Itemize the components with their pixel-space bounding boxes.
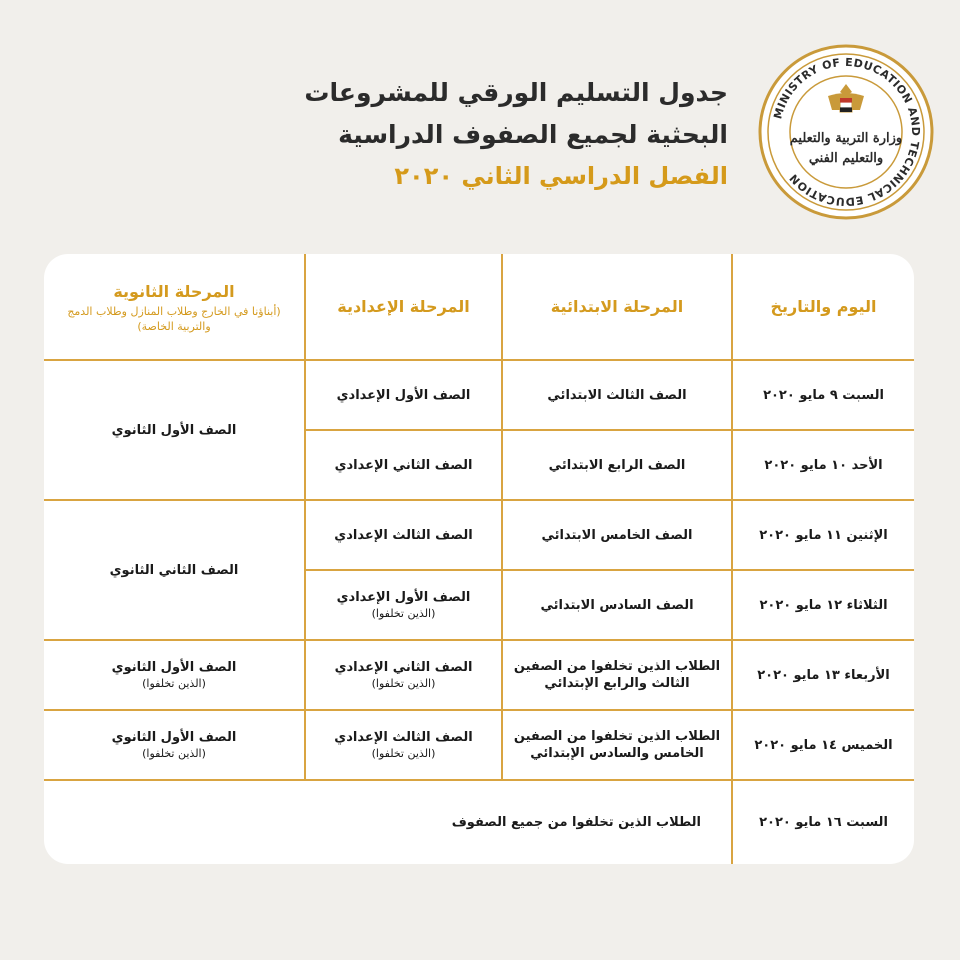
header-date: اليوم والتاريخ xyxy=(732,254,914,360)
secondary-cell xyxy=(44,640,305,710)
prep-cell-main: الصف الثالث الإعدادي xyxy=(334,730,473,745)
table-row xyxy=(44,500,914,570)
table-row xyxy=(44,640,914,710)
header-secondary-note: (أبناؤنا في الخارج وطلاب المنازل وطلاب الدمج والتربية الخاصة) xyxy=(67,304,281,333)
header-primary: المرحلة الابتدائية xyxy=(502,254,732,360)
secondary-cell-main: الصف الأول الثانوي xyxy=(111,660,237,675)
secondary-cell xyxy=(44,710,305,780)
prep-cell-note: (الذين تخلفوا) xyxy=(371,677,436,690)
seal-inner-text-2: والتعليم الفني xyxy=(808,151,884,166)
secondary-cell-note: (الذين تخلفوا) xyxy=(142,747,206,760)
header-preparatory: المرحلة الإعدادية xyxy=(305,254,502,360)
prep-cell-main: الصف الثاني الإعدادي xyxy=(334,660,473,675)
secondary-cell-main: الصف الأول الثانوي xyxy=(111,730,237,745)
prep-cell-main: الصف الأول الإعدادي xyxy=(336,590,471,605)
primary-cell: الصف الخامس الابتدائي xyxy=(502,500,732,570)
primary-cell: الصف الثالث الابتدائي xyxy=(502,360,732,430)
date-cell: الإثنين ١١ مايو ٢٠٢٠ xyxy=(732,500,914,570)
date-cell: السبت ٩ مايو ٢٠٢٠ xyxy=(732,360,914,430)
secondary-cell-note: (الذين تخلفوا) xyxy=(142,677,206,690)
prep-cell: الصف الثاني الإعدادي xyxy=(305,430,502,500)
table-row xyxy=(44,710,914,780)
date-cell: الأحد ١٠ مايو ٢٠٢٠ xyxy=(732,430,914,500)
page-title-line-1: جدول التسليم الورقي للمشروعات xyxy=(304,78,728,107)
primary-cell: الطلاب الذين تخلفوا من الصفين الخامس والسادس الإبتدائي xyxy=(502,710,732,780)
table-header-row xyxy=(44,254,914,360)
primary-cell: الصف الرابع الابتدائي xyxy=(502,430,732,500)
prep-cell xyxy=(305,640,502,710)
date-cell: الثلاثاء ١٢ مايو ٢٠٢٠ xyxy=(732,570,914,640)
prep-cell xyxy=(305,710,502,780)
primary-cell: الصف السادس الابتدائي xyxy=(502,570,732,640)
primary-cell: الطلاب الذين تخلفوا من الصفين الثالث والرابع الإبتدائي xyxy=(502,640,732,710)
table-row xyxy=(44,360,914,430)
prep-cell-note: (الذين تخلفوا) xyxy=(371,607,436,620)
prep-cell-note: (الذين تخلفوا) xyxy=(371,747,436,760)
schedule-table-card xyxy=(44,254,914,864)
seal-inner-text-1: وزارة التربية والتعليم xyxy=(789,131,903,146)
page-subtitle: الفصل الدراسي الثاني ٢٠٢٠ xyxy=(394,162,728,190)
seal-ring-text: MINISTRY OF EDUCATION AND TECHNICAL EDUCATION xyxy=(771,55,923,209)
page-header xyxy=(248,72,728,196)
schedule-table xyxy=(44,254,914,864)
header-secondary xyxy=(44,254,305,360)
ministry-seal-logo xyxy=(758,44,934,220)
date-cell: الخميس ١٤ مايو ٢٠٢٠ xyxy=(732,710,914,780)
secondary-cell-merged: الصف الثاني الثانوي xyxy=(44,500,305,640)
prep-cell: الصف الثالث الإعدادي xyxy=(305,500,502,570)
prep-cell: الصف الأول الإعدادي xyxy=(305,360,502,430)
all-stages-cell: الطلاب الذين تخلفوا من جميع الصفوف xyxy=(44,780,732,864)
page-title-line-2: البحثية لجميع الصفوف الدراسية xyxy=(338,120,728,149)
table-row xyxy=(44,780,914,864)
date-cell: السبت ١٦ مايو ٢٠٢٠ xyxy=(732,780,914,864)
prep-cell xyxy=(305,570,502,640)
header-secondary-title: المرحلة الثانوية xyxy=(113,281,235,301)
secondary-cell-merged: الصف الأول الثانوي xyxy=(44,360,305,500)
date-cell: الأربعاء ١٣ مايو ٢٠٢٠ xyxy=(732,640,914,710)
